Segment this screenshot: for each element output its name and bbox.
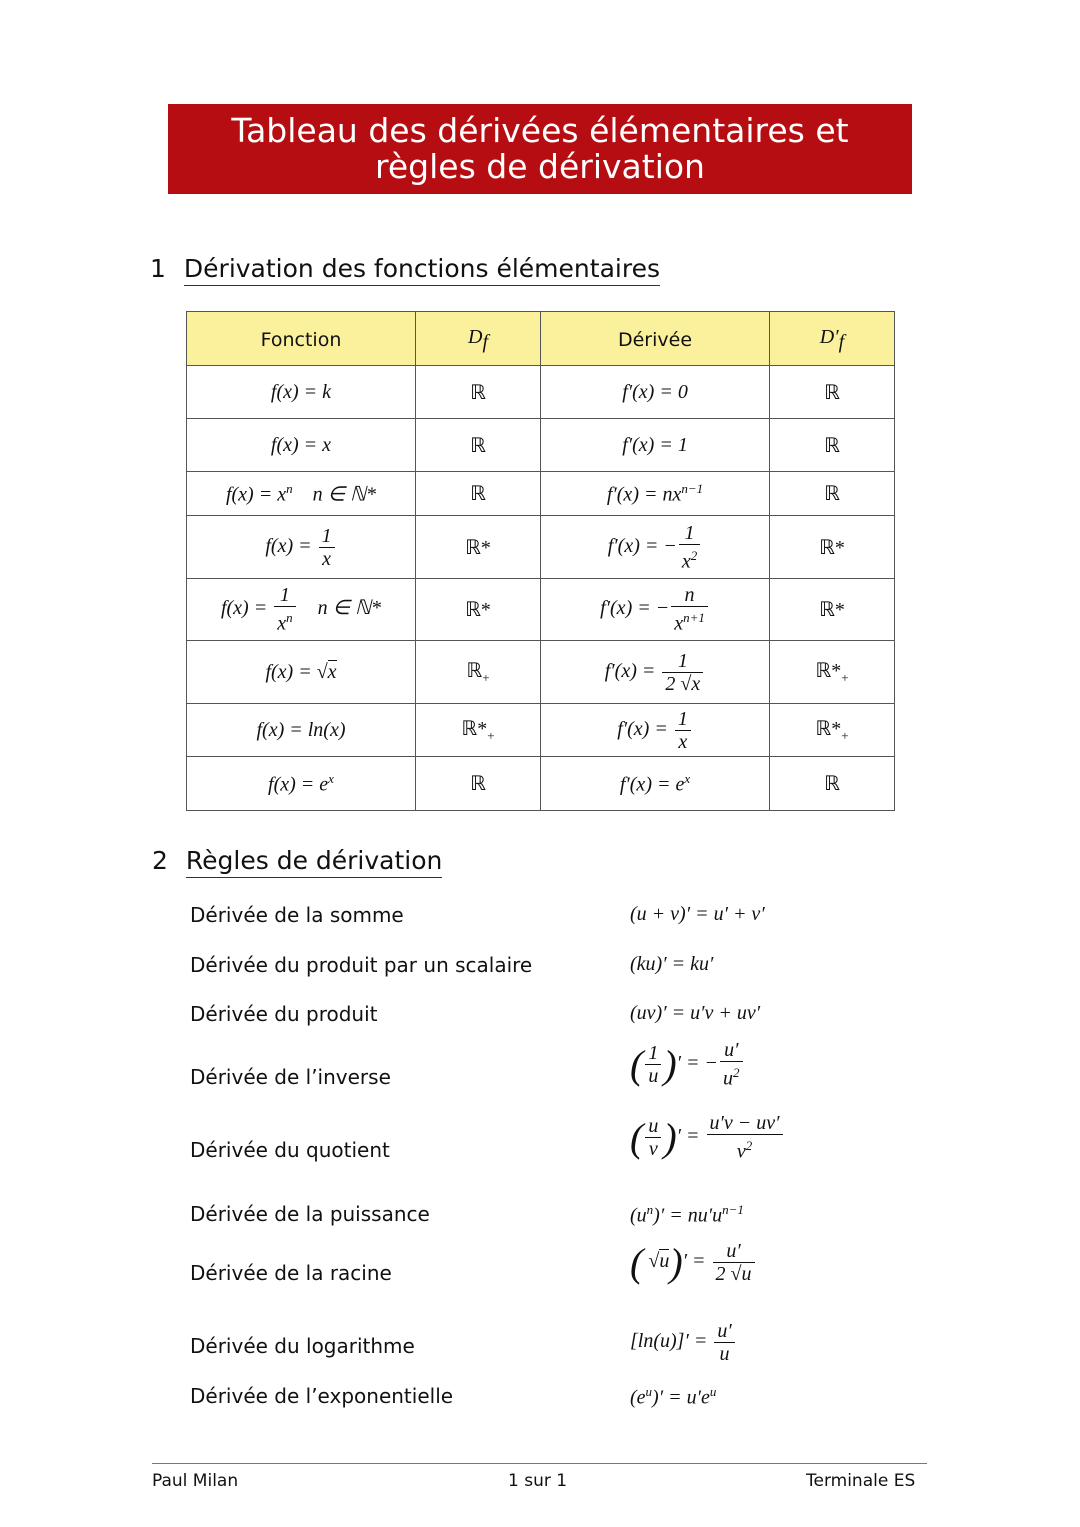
table-row [187, 516, 895, 579]
cell-function: f(x) = x [187, 419, 416, 472]
cell-derivative-domain: $ℝ*_+$ [770, 704, 895, 757]
cell-domain: ℝ$_+$ [416, 641, 541, 704]
header-derivee: Dérivée [541, 312, 770, 366]
header-derivative-domain: $D'_f$ [770, 312, 895, 366]
cell-domain: ℝ [416, 757, 541, 811]
cell-derivative-domain: ℝ [770, 472, 895, 516]
derivatives-table [186, 311, 895, 811]
table-header-row [187, 312, 895, 366]
footer-divider [152, 1463, 927, 1464]
cell-function: f(x) = √x [187, 641, 416, 704]
footer-page-number: 1 sur 1 [508, 1471, 568, 1491]
cell-derivative: f′(x) = $\frac{1}{2 √x}$ [541, 641, 770, 704]
header-domain: $D_f$ [416, 312, 541, 366]
cell-function: f(x) = ln(x) [187, 704, 416, 757]
table-row [187, 366, 895, 419]
section-1-label: Dérivation des fonctions élémentaires [184, 254, 660, 286]
cell-derivative-domain: ℝ [770, 757, 895, 811]
cell-function: $f(x) = e^x$ [187, 757, 416, 811]
cell-domain: ℝ [416, 419, 541, 472]
cell-function: f(x) = $\frac{1}{x}$ [187, 516, 416, 579]
cell-function: $f(x) = x^n$ n ∈ ℕ* [187, 472, 416, 516]
table-row [187, 704, 895, 757]
page-title [168, 104, 912, 194]
cell-function: f(x) = k [187, 366, 416, 419]
footer-class: Terminale ES [806, 1471, 916, 1491]
cell-derivative: f′(x) = 0 [541, 366, 770, 419]
cell-domain: ℝ [416, 366, 541, 419]
table-row [187, 579, 895, 641]
section-2-number: 2 [152, 846, 168, 875]
cell-derivative: f′(x) = 1 [541, 419, 770, 472]
cell-domain: $ℝ*_+$ [416, 704, 541, 757]
section-2-heading [152, 846, 442, 875]
section-2-label: Règles de dérivation [186, 846, 442, 878]
table-row [187, 419, 895, 472]
cell-derivative-domain: ℝ* [770, 579, 895, 641]
cell-function: f(x) = $\frac{1}{x^n}$ n ∈ ℕ* [187, 579, 416, 641]
cell-derivative: f′(x) = $\frac{1}{x}$ [541, 704, 770, 757]
cell-derivative: $f'(x) = nx^{n-1}$ [541, 472, 770, 516]
cell-derivative: $f'(x) = e^x$ [541, 757, 770, 811]
cell-domain: ℝ* [416, 516, 541, 579]
table-row [187, 641, 895, 704]
table-row [187, 757, 895, 811]
table-row [187, 472, 895, 516]
cell-derivative-domain: ℝ [770, 366, 895, 419]
cell-domain: ℝ [416, 472, 541, 516]
cell-derivative: f′(x) = − $\frac{n}{x^{n+1}}$ [541, 579, 770, 641]
cell-derivative-domain: ℝ* [770, 516, 895, 579]
section-1-number: 1 [150, 254, 166, 283]
header-fonction: Fonction [187, 312, 416, 366]
cell-domain: ℝ* [416, 579, 541, 641]
cell-derivative-domain: $ℝ*_+$ [770, 641, 895, 704]
footer-author: Paul Milan [152, 1471, 239, 1491]
title-line-1: Tableau des dérivées élémentaires et [231, 111, 849, 150]
title-line-2: règles de dérivation [375, 147, 705, 186]
cell-derivative-domain: ℝ [770, 419, 895, 472]
cell-derivative: f′(x) = − $\frac{1}{x^2}$ [541, 516, 770, 579]
section-1-heading [150, 254, 660, 283]
